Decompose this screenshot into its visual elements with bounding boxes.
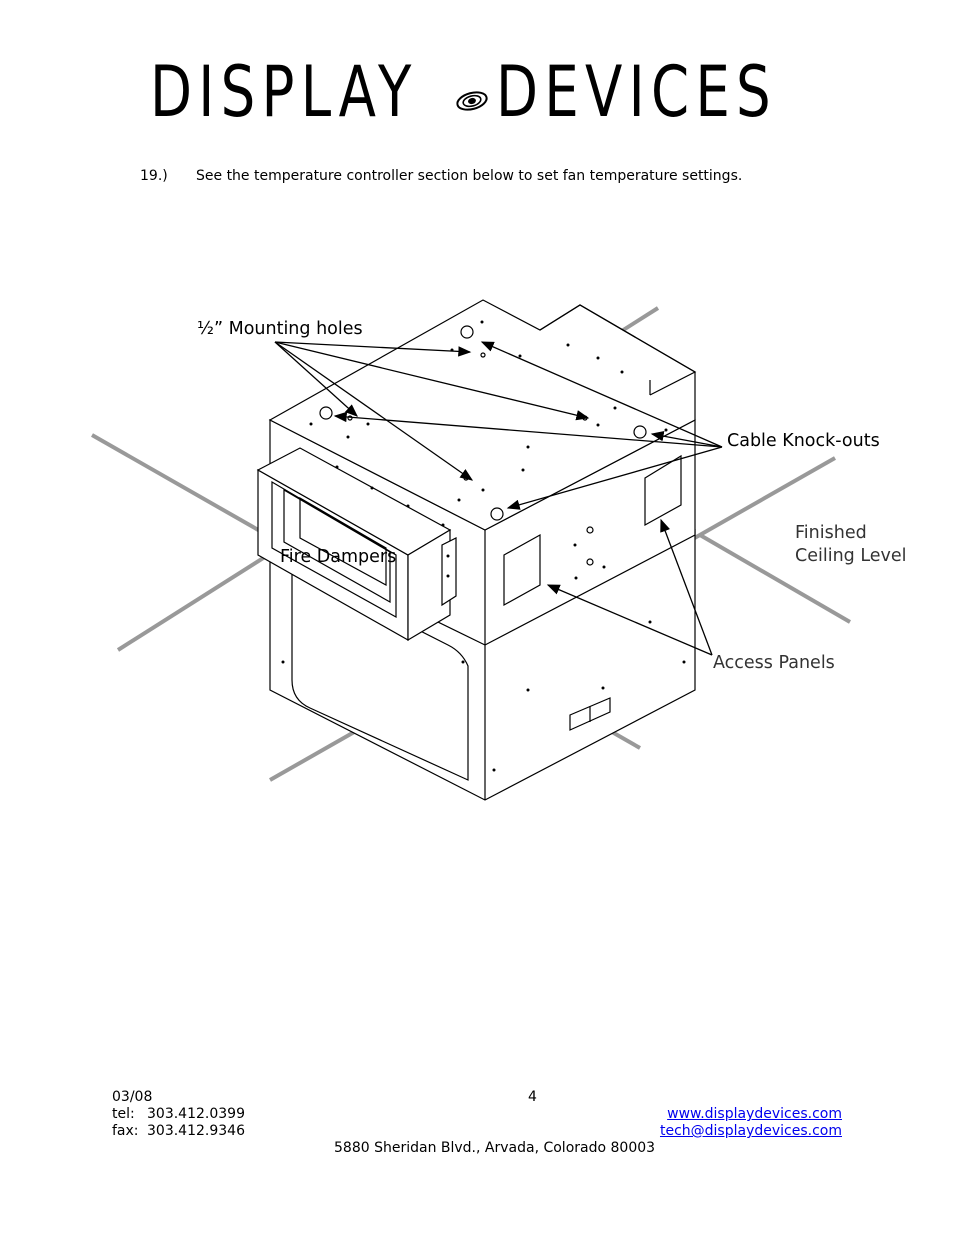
footer-tel-label: tel: xyxy=(112,1106,135,1122)
label-fire-dampers: Fire Dampers xyxy=(280,547,397,567)
brand-word-left: DISPLAY xyxy=(150,51,418,133)
step-text: See the temperature controller section below to set fan temperature settings. xyxy=(196,168,743,184)
footer-date: 03/08 xyxy=(112,1089,153,1105)
email-link[interactable]: tech@displaydevices.com xyxy=(659,1123,842,1139)
footer-fax-label: fax: xyxy=(112,1123,139,1139)
label-cable-knockouts: Cable Knock-outs xyxy=(727,431,880,451)
footer-address: 5880 Sheridan Blvd., Arvada, Colorado 80003 xyxy=(334,1140,656,1156)
label-finished-ceiling-line1: Finished xyxy=(795,523,867,543)
website-link[interactable]: www.displaydevices.com xyxy=(667,1106,842,1122)
footer-fax: 303.412.9346 xyxy=(147,1123,245,1139)
footer-email[interactable] xyxy=(660,1123,842,1140)
label-finished-ceiling-line2: Ceiling Level xyxy=(795,546,907,566)
footer-tel: 303.412.0399 xyxy=(147,1106,245,1122)
page-number: 4 xyxy=(528,1089,537,1105)
label-mounting-holes: ½” Mounting holes xyxy=(197,319,363,339)
enclosure-diagram xyxy=(0,290,954,820)
brand-swirl-icon xyxy=(452,86,492,116)
step-number: 19.) xyxy=(140,168,168,184)
label-access-panels: Access Panels xyxy=(713,653,835,673)
footer-website[interactable] xyxy=(667,1106,842,1123)
brand-word-right: DEVICES xyxy=(496,51,777,133)
brand-logo xyxy=(150,52,800,132)
